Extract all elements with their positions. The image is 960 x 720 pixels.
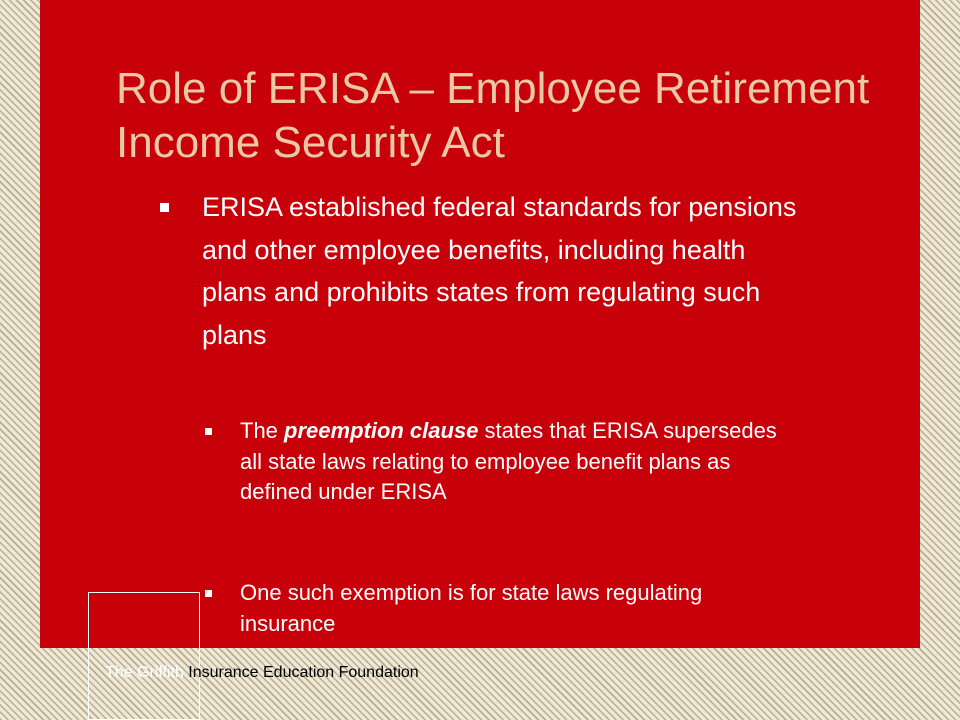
bullet-exemption — [240, 578, 800, 639]
slide-title: Role of ERISA – Employee Retirement Income Security Act — [116, 64, 870, 167]
footer-text-part2: Insurance Education Foundation — [183, 664, 419, 681]
square-bullet-icon — [160, 203, 169, 212]
bullet-preemption — [240, 416, 800, 508]
footer-logo-box — [88, 592, 200, 720]
bullet-preemption-text-before: The — [240, 418, 285, 443]
bullet-main — [202, 186, 812, 356]
footer-text-part1: The Griffith — [105, 664, 184, 681]
bullet-exemption-text: One such exemption is for state laws regulating insurance — [240, 580, 703, 636]
square-bullet-icon — [205, 428, 212, 435]
bullet-main-text: ERISA established federal standards for pensions and other employee benefits, including health plans and prohibits states from regulating such plans — [202, 192, 797, 350]
bullet-preemption-text-after: states that ERISA supersedes all state laws relating to employee benefit plans as defined under ERISA — [240, 418, 777, 504]
footer-organization — [105, 663, 419, 683]
square-bullet-icon — [205, 590, 212, 597]
preemption-clause-emphasis: preemption clause — [284, 418, 479, 443]
